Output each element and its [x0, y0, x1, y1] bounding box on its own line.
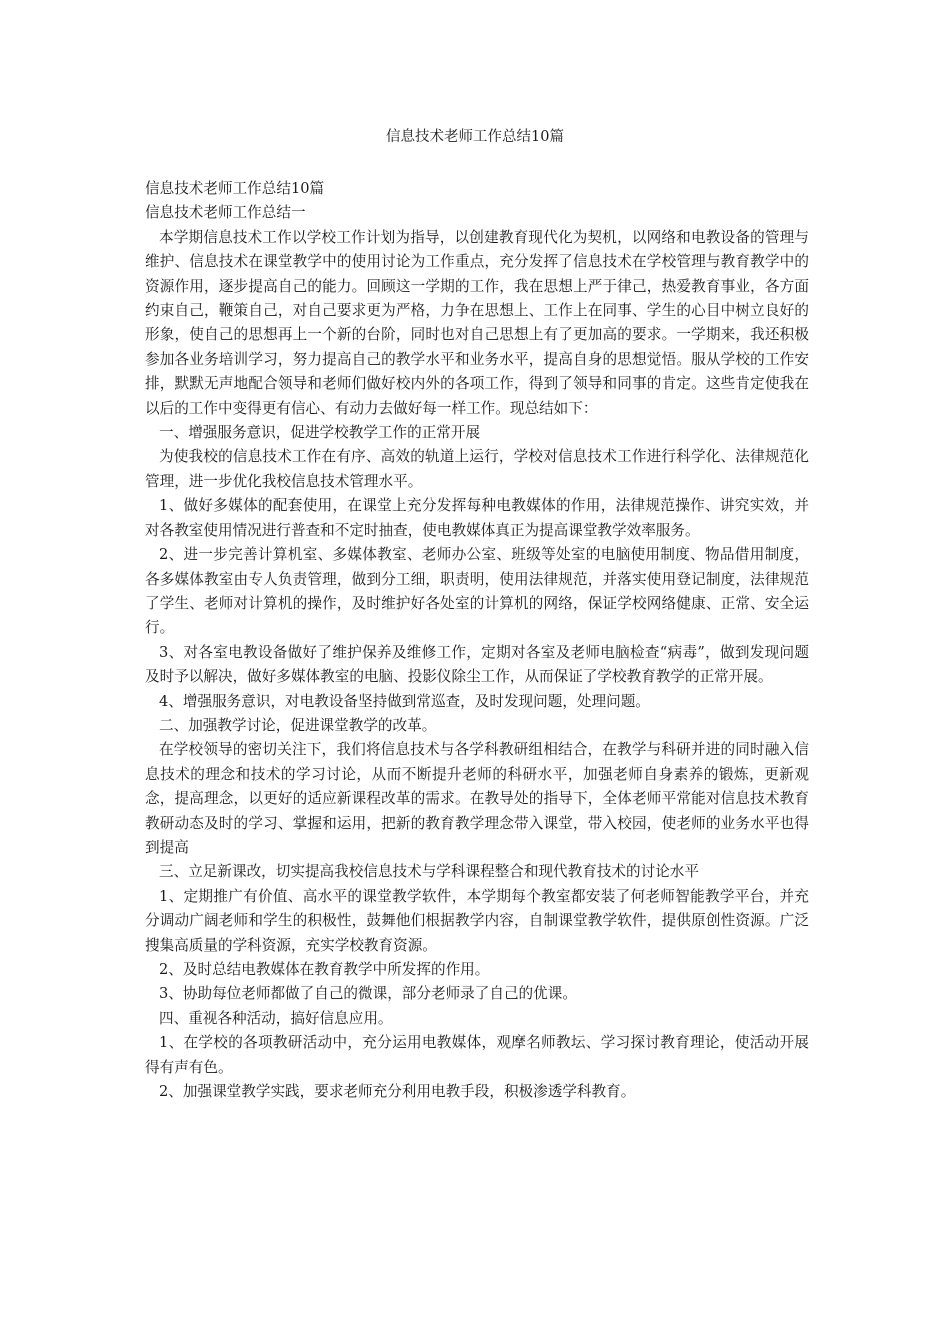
paragraph: 2、进一步完善计算机室、多媒体教室、老师办公室、班级等处室的电脑使用制度、物品借用制度，各多媒体教室由专人负责管理，做到分工细，职责明，使用法律规范，并落实使用登记制度，法律规范了学生、老师对计算机的操作，及时维护好各处室的计算机的网络，保证学校网络健康、正常、安全运行。	[145, 546, 809, 637]
paragraph: 1、在学校的各项教研活动中，充分运用电教媒体，观摩名师教坛、学习探讨教育理论，使活动开展得有声有色。	[145, 1034, 809, 1076]
paragraph: 2、及时总结电教媒体在教育教学中所发挥的作用。	[159, 961, 490, 978]
paragraph: 三、立足新课改，切实提高我校信息技术与学科课程整合和现代教育技术的讨论水平	[159, 863, 699, 881]
document-body	[145, 177, 809, 1104]
paragraph: 3、协助每位老师都做了自己的微课，部分老师录了自己的优课。	[159, 985, 577, 1003]
paragraph: 信息技术老师工作总结10篇	[145, 180, 325, 197]
paragraph: 信息技术老师工作总结一	[145, 204, 306, 222]
paragraph: 为使我校的信息技术工作在有序、高效的轨道上运行，学校对信息技术工作进行科学化、法律规范化管理，进一步优化我校信息技术管理水平。	[145, 448, 809, 490]
paragraph: 3、对各室电教设备做好了维护保养及维修工作，定期对各室及老师电脑检查“病毒”，做到发现问题及时予以解决，做好多媒体教室的电脑、投影仪除尘工作，从而保证了学校教育教学的正常开展。	[145, 643, 809, 686]
paragraph: 2、加强课堂教学实践，要求老师充分利用电教手段，积极渗透学科教育。	[159, 1083, 636, 1101]
document-title: 信息技术老师工作总结10篇	[386, 129, 564, 145]
paragraph: 四、重视各种活动，搞好信息应用。	[159, 1009, 393, 1027]
paragraph: 4、增强服务意识，对电教设备坚持做到常巡查，及时发现问题，处理问题。	[159, 692, 650, 710]
paragraph: 1、定期推广有价值、高水平的课堂教学软件，本学期每个教室都安装了何老师智能教学平台，并充分调动广阔老师和学生的积极性，鼓舞他们根据教学内容，自制课堂教学软件，提供原创性资源。广泛搜集高质量的学科资源，充实学校教育资源。	[145, 887, 809, 954]
paragraph: 一、增强服务意识，促进学校教学工作的正常开展	[159, 424, 481, 442]
paragraph: 本学期信息技术工作以学校工作计划为指导，以创建教育现代化为契机，以网络和电教设备的管理与维护、信息技术在课堂教学中的使用讨论为工作重点，充分发挥了信息技术在学校管理与教育教学中的资源作用，逐步提高自己的能力。回顾这一学期的工作，我在思想上严于律己，热爱教育事业，各方面约束自己，鞭策自己，对自己要求更为严格，力争在思想上、工作上在同事、学生的心目中树立良好的形象，使自己的思想再上一个新的台阶，同时也对自己思想上有了更加高的要求。一学期来，我还积极参加各业务培训学习，努力提高自己的教学水平和业务水平，提高自身的思想觉悟。服从学校的工作安排，默默无声地配合领导和老师们做好校内外的各项工作，得到了领导和同事的肯定。这些肯定使我在以后的工作中变得更有信心、有动力去做好每一样工作。现总结如下：	[145, 228, 809, 417]
paragraph: 1、做好多媒体的配套使用，在课堂上充分发挥每种电教媒体的作用，法律规范操作、讲究实效，并对各教室使用情况进行普查和不定时抽查，使电教媒体真正为提高课堂教学效率服务。	[145, 497, 809, 539]
paragraph: 二、加强教学讨论，促进课堂教学的改革。	[159, 716, 437, 734]
paragraph: 在学校领导的密切关注下，我们将信息技术与各学科教研组相结合，在教学与科研并进的同时融入信息技术的理念和技术的学习讨论，从而不断提升老师的科研水平，加强老师自身素养的锻炼，更新观念，提高理念，以更好的适应新课程改革的需求。在教导处的指导下，全体老师平常能对信息技术教育教研动态及时的学习、掌握和运用，把新的教育教学理念带入课堂，带入校园，使老师的业务水平也得到提高	[145, 741, 809, 856]
